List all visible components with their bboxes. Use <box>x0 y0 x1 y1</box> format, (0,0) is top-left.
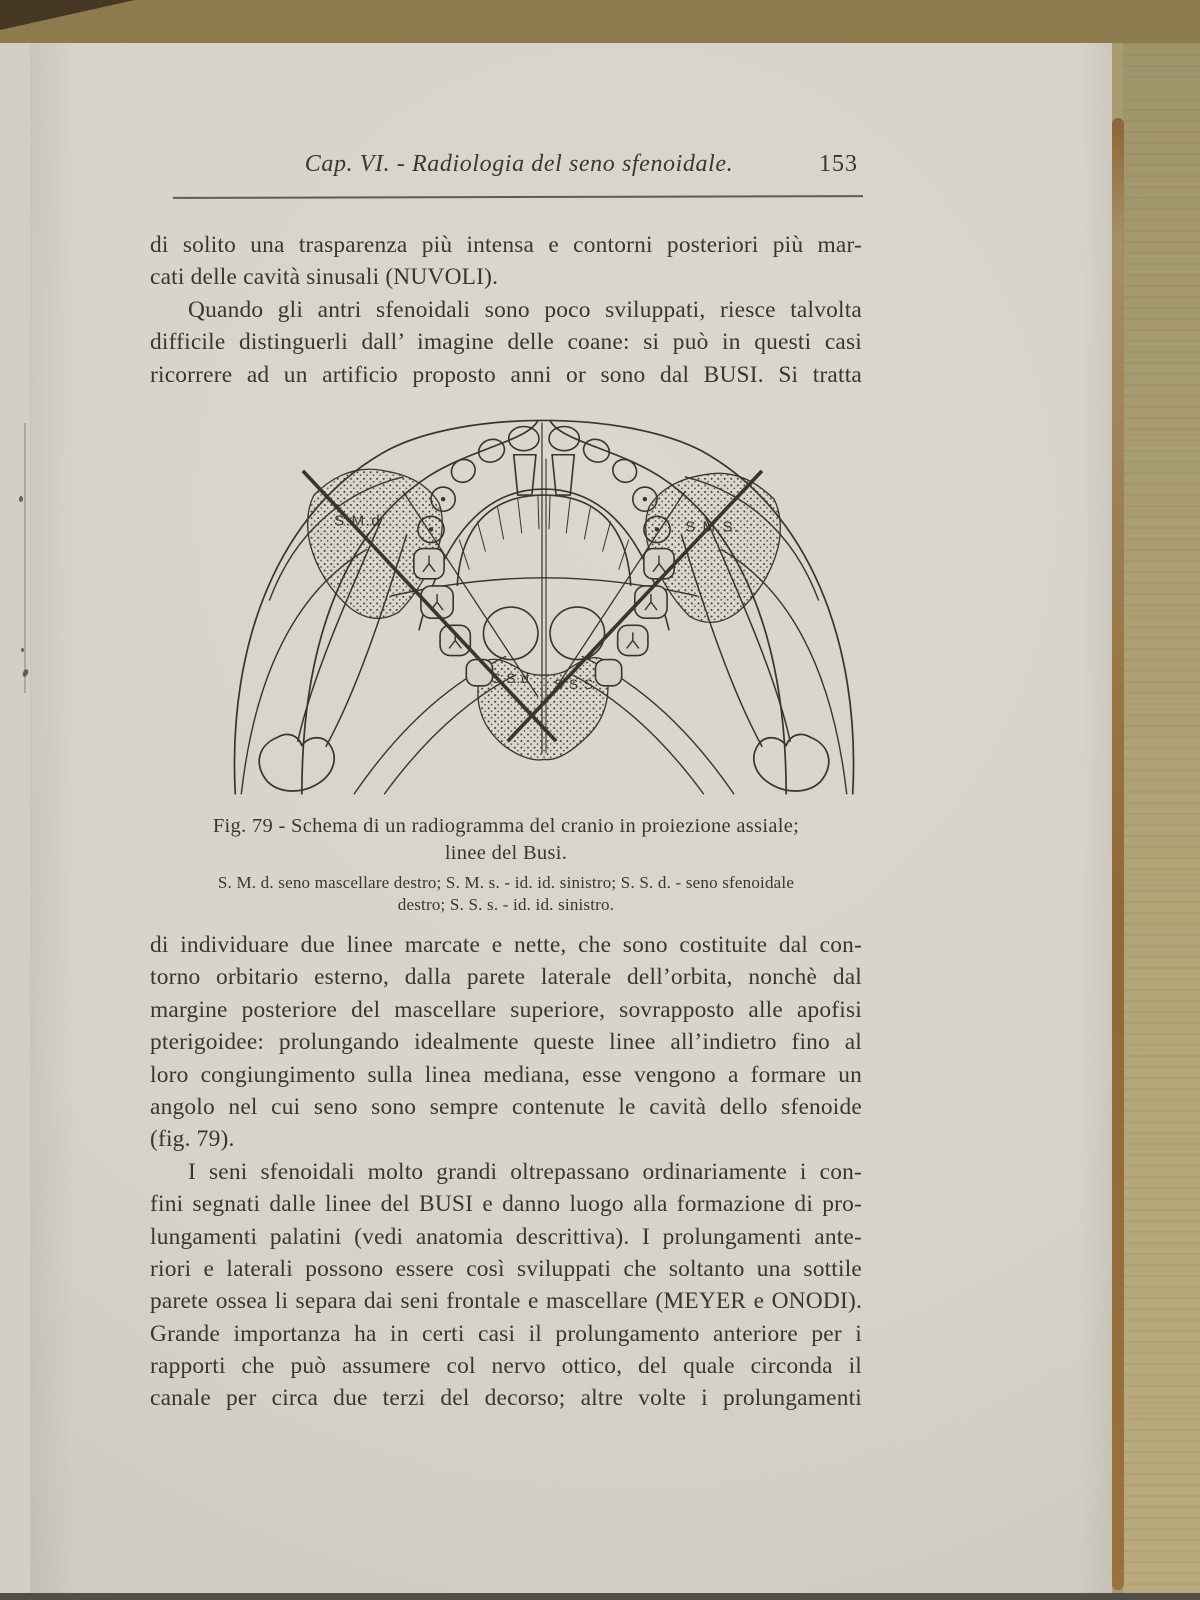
background-top-band <box>0 0 1200 43</box>
label-ssd: S.S.d <box>491 670 530 686</box>
text-line: riori e laterali possono essere così sviluppati che soltanto una sottile <box>150 1255 862 1282</box>
legend-line: destro; S. S. s. - id. id. sinistro. <box>397 895 615 914</box>
page-deckle-edge <box>1112 118 1124 1590</box>
paragraph-bottom <box>150 1156 862 1415</box>
root-hatching <box>459 495 629 570</box>
text-line: di individuare due linee marcate e nette, che sono costituite dal con- <box>150 932 862 958</box>
figure-legend <box>150 872 862 916</box>
dust-speck <box>21 668 29 677</box>
page-stack-left-edge <box>0 43 30 1600</box>
text-line: margine posteriore del mascellare superiore, sovrapposto alle apofisi <box>150 996 862 1023</box>
label-smd: S.M.d. <box>334 512 387 530</box>
dust-speck <box>19 496 23 502</box>
chapter-title: Cap. VI. - Radiologia del seno sfenoidale. <box>304 151 734 177</box>
text-line: lungamenti palatini (vedi anatomia descrittiva). I prolungamenti ante- <box>150 1223 862 1250</box>
text-line: rapporti che può assumere col nervo ottico, del quale circonda il <box>150 1353 862 1380</box>
dental-arch <box>414 427 674 686</box>
paragraph-middle <box>150 929 862 1156</box>
text-line: ricorrere ad un artificio proposto anni or sono dal BUSI. Si tratta <box>150 361 862 388</box>
page-number: 153 <box>819 151 858 177</box>
figure-79 <box>205 397 883 795</box>
text-line: canale per circa due terzi del decorso; altre volte i prolungamenti <box>150 1385 862 1412</box>
text-line: Grande importanza ha in certi casi il prolungamento anteriore per i <box>150 1320 862 1347</box>
text-line: torno orbitario esterno, dalla parete laterale dell’orbita, nonchè dal <box>150 964 862 991</box>
caption-line: Fig. 79 - Schema di un radiogramma del cranio in proiezione assiale; <box>212 815 800 837</box>
text-line: pterigoidee: prolungando idealmente queste linee all’indietro fino al <box>150 1029 862 1056</box>
photo-bottom-edge <box>0 1593 1200 1600</box>
text-line: Quando gli antri sfenoidali sono poco sviluppati, riesce talvolta <box>188 296 862 323</box>
caption-line: linee del Busi. <box>444 842 568 864</box>
label-sms: S.M.S. <box>685 518 740 536</box>
book-page <box>30 43 1112 1600</box>
text-line: fini segnati dalle linee del BUSI e danno luogo alla formazione di pro- <box>150 1191 862 1218</box>
label-sss: S.S.S <box>554 676 594 692</box>
header-rule <box>173 195 863 199</box>
body-text <box>150 929 862 1415</box>
legend-line: S. M. d. seno mascellare destro; S. M. s. - id. id. sinistro; S. S. d. - seno sfenoidale <box>217 873 795 892</box>
running-header <box>150 151 862 187</box>
figure-caption <box>150 813 862 867</box>
text-line: cati delle cavità sinusali (NUVOLI). <box>150 264 499 291</box>
text-line: difficile distinguerli dall’ imagine delle coane: si può in questi casi <box>150 329 862 356</box>
text-line: loro congiungimento sulla linea mediana, esse vengono a formare un <box>150 1061 862 1088</box>
text-line: di solito una trasparenza più intensa e contorni posteriori più mar- <box>150 232 862 258</box>
text-line: angolo nel cui seno sono sempre contenute le cavità dello sfenoide <box>150 1093 862 1120</box>
binding-crease <box>24 423 26 693</box>
text-line: (fig. 79). <box>150 1126 235 1153</box>
text-line: parete ossea li separa dai seni frontale e mascellare (MEYER e ONODI). <box>150 1288 862 1315</box>
book-fore-edge <box>1123 43 1200 1600</box>
text-line: I seni sfenoidali molto grandi oltrepassano ordinariamente i con- <box>188 1158 862 1185</box>
paragraph-top <box>150 229 862 391</box>
figure-79-drawing <box>205 397 883 795</box>
dust-speck <box>21 648 24 652</box>
